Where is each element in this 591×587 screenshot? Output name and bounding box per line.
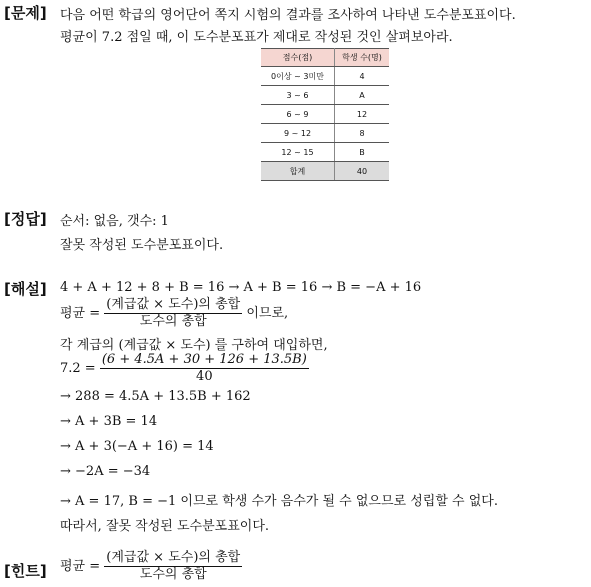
equation-step-1: → 288 = 4.5A + 13.5B + 162	[60, 389, 251, 404]
table-total-value: 40	[335, 162, 390, 181]
mean-fraction	[104, 297, 242, 330]
equation-step-2: → A + 3B = 14	[60, 414, 158, 429]
eq2-fraction	[100, 352, 309, 385]
mean-numerator: (계급값 × 도수)의 총합	[106, 297, 241, 312]
explanation-text-3: 각 계급의 (계급값 × 도수) 를 구하여 대입하면,	[60, 338, 328, 353]
table-total-label: 합계	[261, 162, 335, 181]
mean-denominator: 도수의 총합	[139, 314, 207, 329]
table-cell-range: 12 ~ 15	[261, 143, 335, 162]
equation-mean-substituted	[60, 352, 309, 385]
table-cell-count: B	[335, 143, 390, 162]
table-header-score: 점수(점)	[261, 49, 335, 67]
table-cell-range: 0이상 ~ 3미만	[261, 67, 335, 86]
table-header-students: 학생 수(명)	[335, 49, 390, 67]
eq2-prefix: 7.2 =	[60, 361, 96, 376]
table-cell-range: 9 ~ 12	[261, 124, 335, 143]
table-cell-count: 4	[335, 67, 390, 86]
explanation-conclusion: 따라서, 잘못 작성된 도수분포표이다.	[60, 519, 270, 534]
hint-numerator: (계급값 × 도수)의 총합	[106, 550, 241, 565]
table-cell-range: 6 ~ 9	[261, 105, 335, 124]
table-cell-count: A	[335, 86, 390, 105]
answer-label: [정답]	[4, 210, 47, 228]
answer-text-1: 순서: 없음, 갯수: 1	[60, 214, 169, 229]
mean-suffix: 이므로,	[246, 306, 289, 321]
mean-formula	[60, 297, 288, 330]
table-cell-count: 8	[335, 124, 390, 143]
table-cell-range: 3 ~ 6	[261, 86, 335, 105]
hint-denominator: 도수의 총합	[139, 567, 207, 582]
frequency-table	[261, 48, 389, 181]
table-row	[261, 67, 389, 86]
hint-label: [힌트]	[4, 562, 47, 580]
answer-text-2: 잘못 작성된 도수분포표이다.	[60, 238, 224, 253]
explanation-label: [해설]	[4, 280, 47, 298]
eq2-numerator: (6 + 4.5A + 30 + 126 + 13.5B)	[101, 352, 307, 367]
table-row	[261, 124, 389, 143]
problem-text-1: 다음 어떤 학급의 영어단어 쪽지 시험의 결과를 조사하여 나타낸 도수분포표이다.	[60, 8, 516, 23]
equation-step-5: → A = 17, B = −1 이므로 학생 수가 음수가 될 수 없으므로 성립할 수 없다.	[60, 494, 498, 509]
table-row	[261, 86, 389, 105]
table-total-row	[261, 162, 389, 181]
problem-label: [문제]	[4, 4, 47, 22]
equation-sum: 4 + A + 12 + 8 + B = 16 → A + B = 16 → B = −A + 16	[60, 280, 422, 295]
mean-prefix: 평균 =	[60, 306, 101, 321]
table-cell-count: 12	[335, 105, 390, 124]
hint-fraction	[104, 550, 242, 583]
equation-step-3: → A + 3(−A + 16) = 14	[60, 439, 214, 454]
problem-text-2: 평균이 7.2 점일 때, 이 도수분포표가 제대로 작성된 것인 살펴보아라.	[60, 30, 453, 45]
equation-step-4: → −2A = −34	[60, 464, 151, 479]
table-row	[261, 105, 389, 124]
hint-formula	[60, 550, 242, 583]
hint-prefix: 평균 =	[60, 559, 101, 574]
table-row	[261, 143, 389, 162]
eq2-denominator: 40	[196, 369, 213, 384]
